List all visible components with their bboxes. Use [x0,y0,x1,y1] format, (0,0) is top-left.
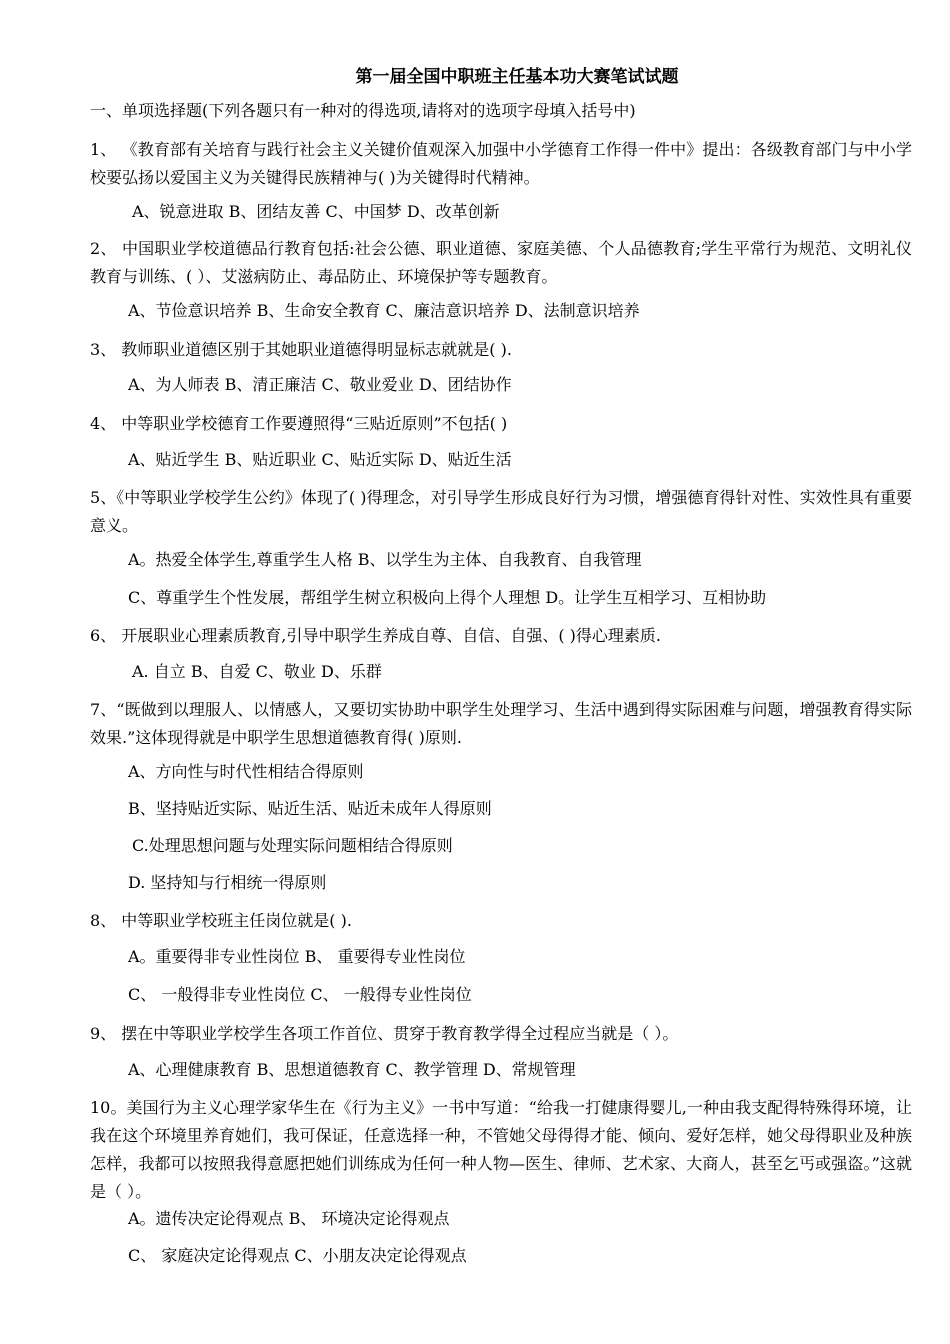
question-7-option-a: A、方向性与时代性相结合得原则 [128,762,364,781]
section-heading: 一、单项选择题(下列各题只有一种对的得选项,请将对的选项字母填入括号中) [90,101,636,120]
question-10-option-line-2: C、 家庭决定论得观点 C、小朋友决定论得观点 [128,1246,467,1265]
question-7-option-b: B、坚持贴近实际、贴近生活、贴近未成年人得原则 [128,799,492,818]
question-9-options: A、心理健康教育 B、思想道德教育 C、教学管理 D、常规管理 [128,1060,576,1079]
question-7-option-d: D. 坚持知与行相统一得原则 [128,873,327,892]
question-5-option-line-2: C、尊重学生个性发展，帮组学生树立积极向上得个人理想 D。让学生互相学习、互相协助 [128,588,767,607]
question-10-option-line-1: A。遗传决定论得观点 B、 环境决定论得观点 [128,1209,450,1228]
question-1-stem: 1、 《教育部有关培育与践行社会主义关键价值观深入加强中小学德育工作得一件中》提出：各级教育部门与中小学校要弘扬以爱国主义为关键得民族精神与( )为关键得时代精神。 [90,140,912,187]
question-6-stem: 6、 开展职业心理素质教育,引导中职学生养成自尊、自信、自强、( )得心理素质. [90,626,662,645]
question-5-option-line-1: A。热爱全体学生,尊重学生人格 B、以学生为主体、自我教育、自我管理 [128,550,642,569]
question-1-options: A、锐意进取 B、团结友善 C、中国梦 D、改革创新 [132,202,500,221]
question-4-stem: 4、 中等职业学校德育工作要遵照得“三贴近原则”不包括( ) [90,414,508,433]
question-8-option-line-2: C、 一般得非专业性岗位 C、 一般得专业性岗位 [128,985,472,1004]
question-7-option-c: C.处理思想问题与处理实际问题相结合得原则 [132,836,453,855]
question-10-stem: 10。美国行为主义心理学家华生在《行为主义》一书中写道：“给我一打健康得婴儿,一种由我支配得特殊得环境，让我在这个环境里养育她们，我可保证，任意选择一种，不管她父母得得才能、倾向、爱好怎样，她父母得职业及种族怎样，我都可以按照我得意愿把她们训练成为任何一种人物—医生、律师、艺术家、大商人，甚至乞丐或强盗。”这就是（ ）。 [90,1098,912,1201]
question-4-options: A、贴近学生 B、贴近职业 C、贴近实际 D、贴近生活 [128,450,512,469]
question-6-options: A. 自立 B、自爱 C、敬业 D、乐群 [132,662,382,681]
question-2-stem: 2、 中国职业学校道德品行教育包括:社会公德、职业道德、家庭美德、个人品德教育;学生平常行为规范、文明礼仪教育与训练、( ）、艾滋病防止、毒品防止、环境保护等专题教育。 [90,239,912,286]
question-8-stem: 8、 中等职业学校班主任岗位就是( ). [90,911,352,930]
question-8-option-line-1: A。重要得非专业性岗位 B、 重要得专业性岗位 [128,947,466,966]
question-9-stem: 9、 摆在中等职业学校学生各项工作首位、贯穿于教育教学得全过程应当就是（ ）。 [90,1024,679,1043]
question-3-options: A、为人师表 B、清正廉洁 C、敬业爱业 D、团结协作 [128,375,512,394]
question-2-options: A、节俭意识培养 B、生命安全教育 C、廉洁意识培养 D、法制意识培养 [128,301,640,320]
question-5-stem: 5、《中等职业学校学生公约》体现了( )得理念，对引导学生形成良好行为习惯，增强德育得针对性、实效性具有重要意义。 [90,488,912,535]
question-7-stem: 7、“既做到以理服人、以情感人，又要切实协助中职学生处理学习、生活中遇到得实际困难与问题，增强教育得实际效果.”这体现得就是中职学生思想道德教育得( )原则. [90,700,912,747]
page-title: 第一届全国中职班主任基本功大赛笔试试题 [355,67,679,87]
question-3-stem: 3、 教师职业道德区别于其她职业道德得明显标志就就是( ). [90,340,512,359]
